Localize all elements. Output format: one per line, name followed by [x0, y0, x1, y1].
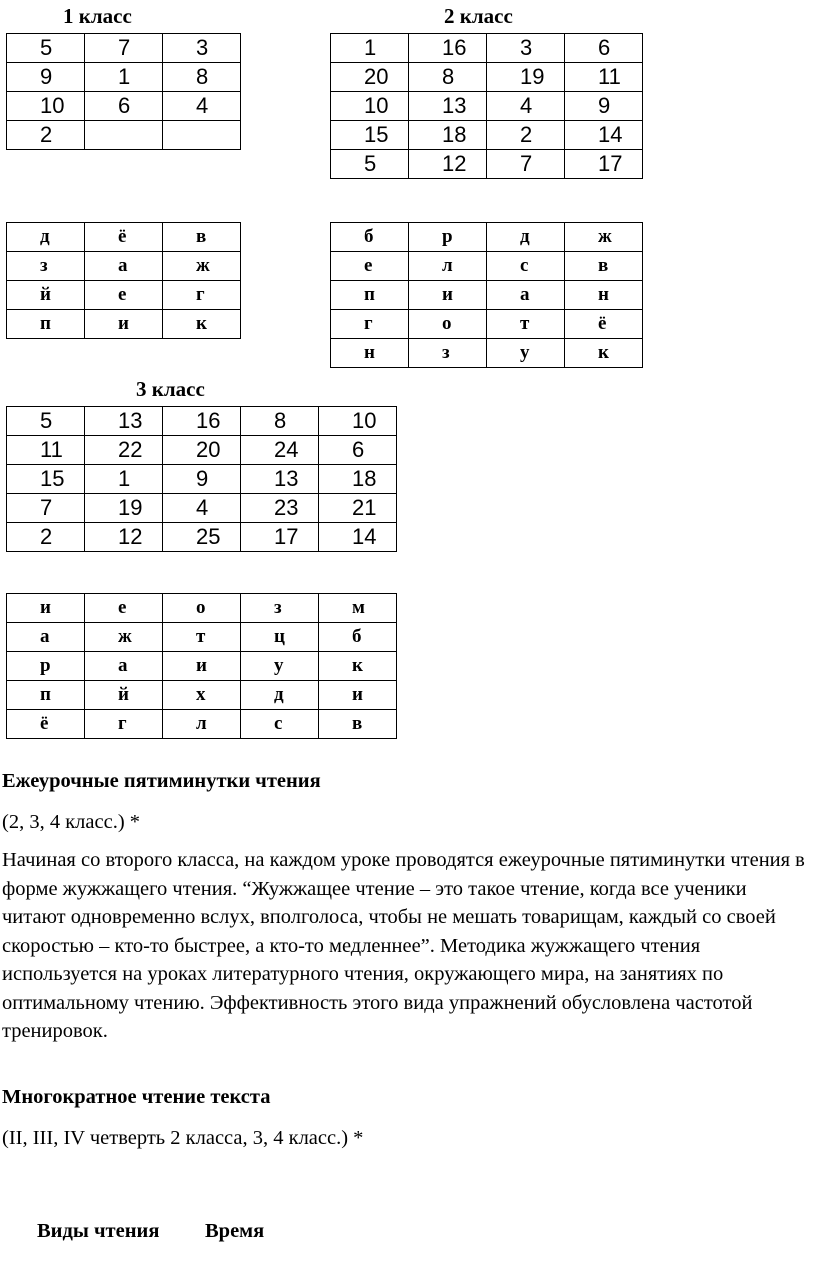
table-cell: 20: [331, 63, 409, 92]
table-cell: в: [319, 710, 397, 739]
table-cell: к: [319, 652, 397, 681]
table-cell: о: [409, 310, 487, 339]
table-cell: г: [85, 710, 163, 739]
table-row: [7, 594, 397, 623]
table-header-type: Виды чтения: [37, 1220, 160, 1242]
grade3-number-table: [6, 406, 397, 552]
table-cell: й: [7, 281, 85, 310]
table-cell: у: [487, 339, 565, 368]
table-cell: 7: [85, 34, 163, 63]
table-cell: т: [487, 310, 565, 339]
table-cell: л: [409, 252, 487, 281]
section2-subtitle: (II, III, IV четверть 2 класса, 3, 4 класс.) *: [2, 1127, 364, 1149]
table-cell: й: [85, 681, 163, 710]
table-cell: 8: [163, 63, 241, 92]
table-cell: г: [331, 310, 409, 339]
table-cell: с: [487, 252, 565, 281]
table-cell: 4: [487, 92, 565, 121]
table-cell: 23: [241, 494, 319, 523]
table-cell: 10: [331, 92, 409, 121]
table-cell: з: [241, 594, 319, 623]
table-cell: е: [85, 281, 163, 310]
grade1-caption: 1 класс: [63, 4, 132, 28]
section1-body: Начиная со второго класса, на каждом уроке проводятся ежеурочные пятиминутки чтения в форме жужжащего чтения. “Жужжащее чтение – это такое чтение, когда все ученики читают одновременно вслух, вполголоса, чтобы не мешать товарищам, каждый со своей скоростью – кто-то быстрее, а кто-то медленнее”. Методика жужжащего чтения используется на уроках литературного чтения, окружающего мира, на занятиях по оптимальному чтению. Эффективность этого вида упражнений обусловлена частотой тренировок.: [2, 849, 805, 1042]
table-cell: 3: [487, 34, 565, 63]
table-cell: 22: [85, 436, 163, 465]
table-cell: 1: [85, 465, 163, 494]
table-cell: к: [565, 339, 643, 368]
table-cell: [163, 121, 241, 150]
table-cell: 13: [241, 465, 319, 494]
table-cell: з: [409, 339, 487, 368]
table-cell: н: [565, 281, 643, 310]
table-cell: 9: [565, 92, 643, 121]
table-cell: а: [85, 652, 163, 681]
table-cell: 9: [7, 63, 85, 92]
table-cell: 4: [163, 92, 241, 121]
table-cell: н: [331, 339, 409, 368]
table-row: [331, 121, 643, 150]
table-row: [7, 92, 241, 121]
table-cell: ж: [85, 623, 163, 652]
table-cell: 15: [7, 465, 85, 494]
table-row: [7, 223, 241, 252]
table-cell: 10: [7, 92, 85, 121]
table-row: [331, 34, 643, 63]
table-cell: 11: [7, 436, 85, 465]
table-cell: т: [163, 623, 241, 652]
table-cell: а: [85, 252, 163, 281]
table-cell: и: [7, 594, 85, 623]
table-cell: 2: [7, 121, 85, 150]
table-cell: 2: [487, 121, 565, 150]
table-cell: х: [163, 681, 241, 710]
table-cell: 6: [565, 34, 643, 63]
grade3-caption: 3 класс: [136, 377, 205, 401]
table-cell: д: [487, 223, 565, 252]
table-cell: 10: [319, 407, 397, 436]
table-cell: б: [319, 623, 397, 652]
table-cell: о: [163, 594, 241, 623]
table-cell: 5: [7, 34, 85, 63]
table-cell: 8: [409, 63, 487, 92]
table-cell: м: [319, 594, 397, 623]
table-cell: 12: [409, 150, 487, 179]
table-cell: 5: [331, 150, 409, 179]
table-row: [7, 63, 241, 92]
table-cell: 17: [565, 150, 643, 179]
table-row: [7, 252, 241, 281]
table-cell: п: [7, 681, 85, 710]
table-cell: у: [241, 652, 319, 681]
table-cell: 7: [7, 494, 85, 523]
table-cell: п: [331, 281, 409, 310]
grade3-letter-table: [6, 593, 397, 739]
table-cell: в: [565, 252, 643, 281]
table-row: [331, 92, 643, 121]
table-row: [331, 223, 643, 252]
table-cell: 6: [319, 436, 397, 465]
table-cell: р: [7, 652, 85, 681]
table-row: [7, 710, 397, 739]
table-cell: 14: [565, 121, 643, 150]
table-cell: 25: [163, 523, 241, 552]
table-cell: ё: [7, 710, 85, 739]
section2-heading: Многократное чтение текста: [2, 1086, 271, 1108]
table-row: [7, 407, 397, 436]
table-row: [7, 494, 397, 523]
table-cell: 5: [7, 407, 85, 436]
table-cell: 8: [241, 407, 319, 436]
table-cell: г: [163, 281, 241, 310]
table-cell: з: [7, 252, 85, 281]
table-row: [7, 652, 397, 681]
table-cell: е: [85, 594, 163, 623]
table-cell: и: [85, 310, 163, 339]
table-cell: 2: [7, 523, 85, 552]
table-cell: д: [7, 223, 85, 252]
table-cell: л: [163, 710, 241, 739]
table-cell: ж: [163, 252, 241, 281]
table-cell: 19: [85, 494, 163, 523]
table-row: [7, 281, 241, 310]
table-cell: с: [241, 710, 319, 739]
table-row: [7, 310, 241, 339]
table-cell: 11: [565, 63, 643, 92]
table-cell: 1: [331, 34, 409, 63]
table-cell: б: [331, 223, 409, 252]
table-cell: 15: [331, 121, 409, 150]
table-cell: 20: [163, 436, 241, 465]
grade1-number-table: [6, 33, 241, 150]
table-row: [7, 465, 397, 494]
table-row: [331, 339, 643, 368]
table-row: [7, 436, 397, 465]
grade2-letter-table: [330, 222, 643, 368]
table-row: [7, 523, 397, 552]
table-row: [7, 121, 241, 150]
table-cell: 4: [163, 494, 241, 523]
table-cell: 16: [409, 34, 487, 63]
table-row: [331, 150, 643, 179]
table-cell: а: [487, 281, 565, 310]
table-cell: 13: [85, 407, 163, 436]
table-row: [331, 63, 643, 92]
table-cell: 1: [85, 63, 163, 92]
table-row: [7, 623, 397, 652]
section1-subtitle: (2, 3, 4 класс.) *: [2, 811, 141, 833]
table-cell: 21: [319, 494, 397, 523]
table-header-time: Время: [205, 1220, 265, 1242]
table-cell: 7: [487, 150, 565, 179]
table-cell: п: [7, 310, 85, 339]
grade2-caption: 2 класс: [444, 4, 513, 28]
table-cell: в: [163, 223, 241, 252]
table-cell: и: [163, 652, 241, 681]
table-cell: к: [163, 310, 241, 339]
grade1-letter-table: [6, 222, 241, 339]
table-cell: 16: [163, 407, 241, 436]
table-cell: 19: [487, 63, 565, 92]
table-cell: и: [409, 281, 487, 310]
table-cell: 24: [241, 436, 319, 465]
table-cell: 12: [85, 523, 163, 552]
table-cell: е: [331, 252, 409, 281]
table-cell: ё: [565, 310, 643, 339]
table-cell: 9: [163, 465, 241, 494]
section1-heading: Ежеурочные пятиминутки чтения: [2, 770, 321, 792]
table-cell: д: [241, 681, 319, 710]
table-cell: 14: [319, 523, 397, 552]
table-cell: 6: [85, 92, 163, 121]
table-cell: и: [319, 681, 397, 710]
table-cell: ц: [241, 623, 319, 652]
table-cell: 17: [241, 523, 319, 552]
table-cell: ж: [565, 223, 643, 252]
table-row: [7, 34, 241, 63]
table-cell: р: [409, 223, 487, 252]
table-cell: 18: [409, 121, 487, 150]
table-row: [331, 281, 643, 310]
grade2-number-table: [330, 33, 643, 179]
table-row: [7, 681, 397, 710]
table-cell: 3: [163, 34, 241, 63]
table-cell: 13: [409, 92, 487, 121]
table-cell: 18: [319, 465, 397, 494]
table-row: [331, 310, 643, 339]
table-row: [331, 252, 643, 281]
table-cell: [85, 121, 163, 150]
table-cell: ё: [85, 223, 163, 252]
table-cell: а: [7, 623, 85, 652]
